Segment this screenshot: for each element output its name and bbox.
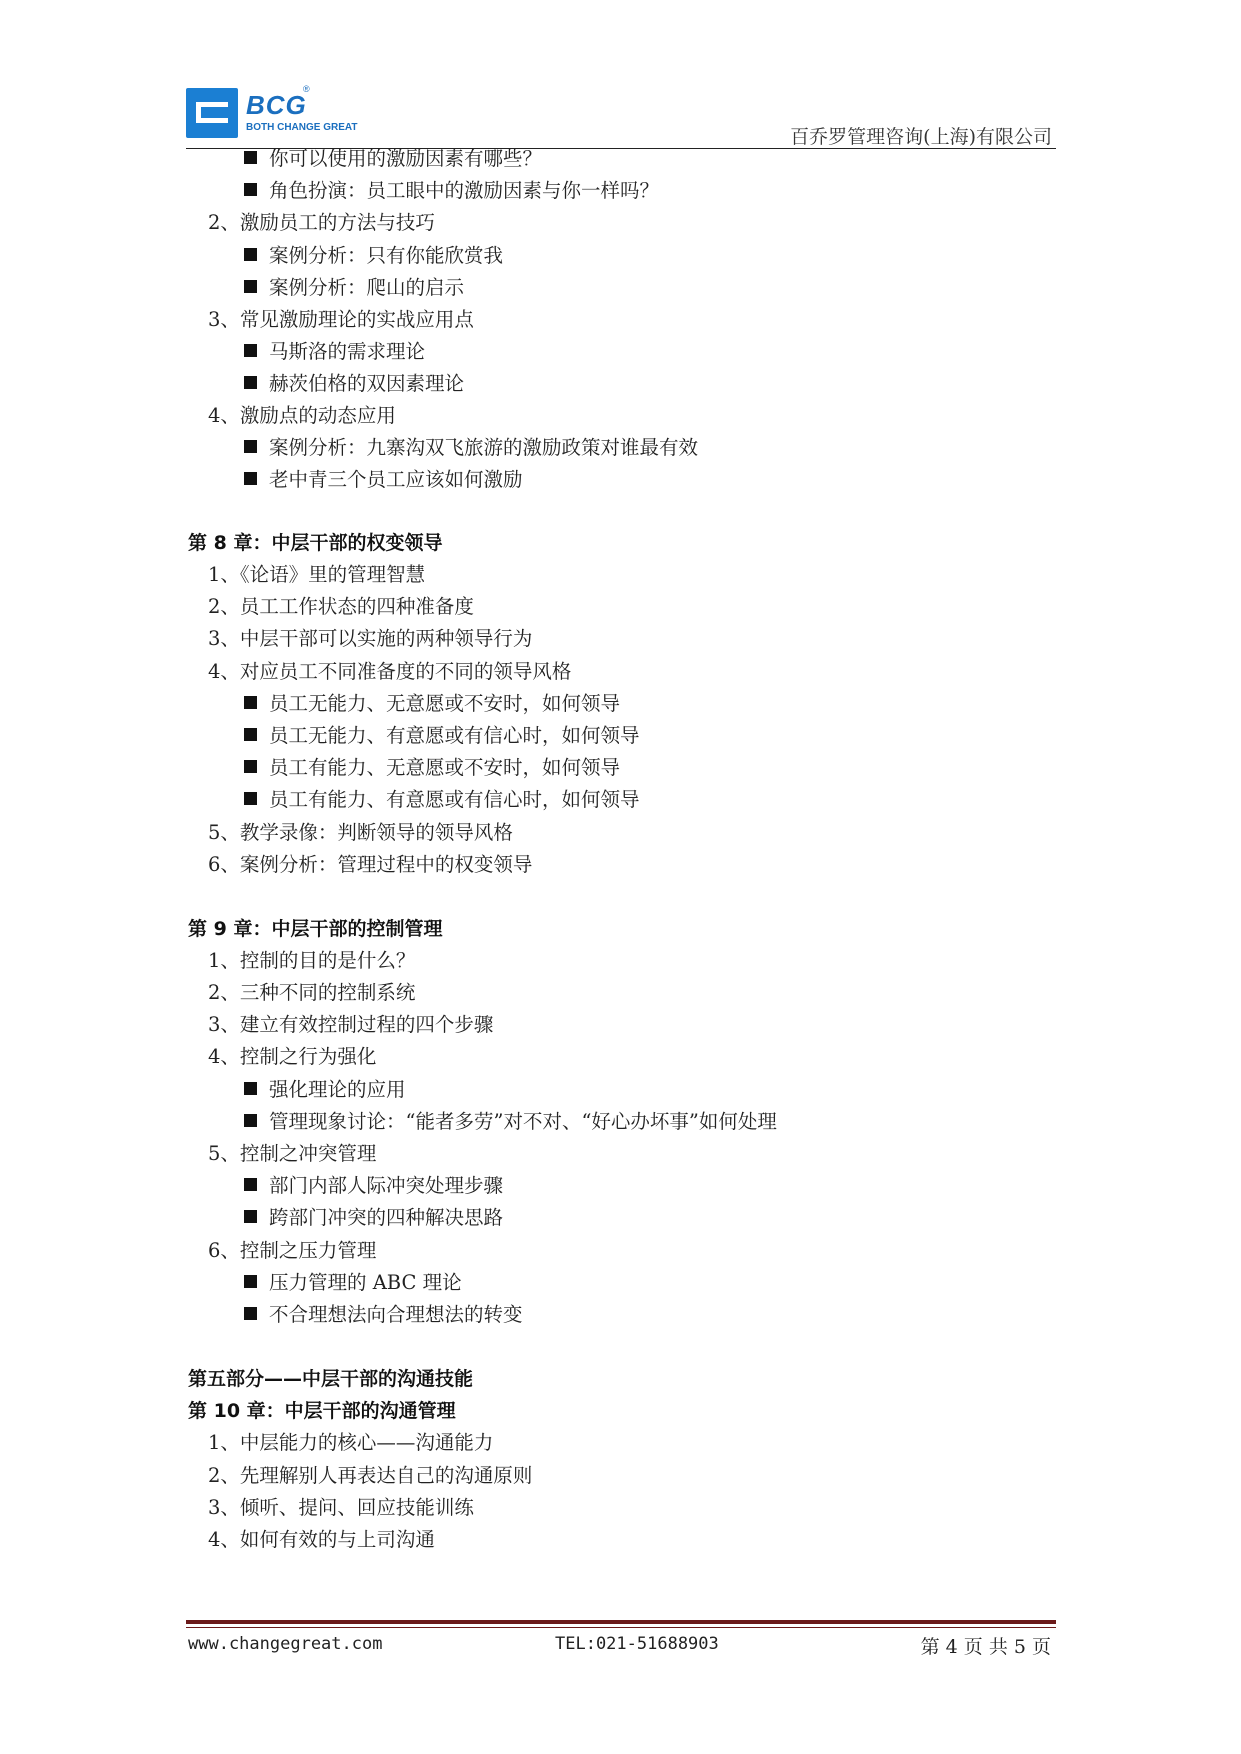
line-text: 3、建立有效控制过程的四个步骤 [208, 1013, 494, 1036]
sub-list-item [244, 1077, 406, 1103]
list-item [208, 594, 474, 620]
list-item [208, 626, 532, 652]
sub-list-item [244, 1205, 503, 1231]
line-text: 第 8 章：中层干部的权变领导 [188, 532, 443, 554]
list-item [208, 1495, 474, 1521]
list-item [208, 1430, 493, 1456]
square-bullet-icon [244, 1275, 257, 1288]
line-text: 第五部分——中层干部的沟通技能 [188, 1368, 474, 1390]
line-text: 2、激励员工的方法与技巧 [208, 211, 435, 234]
sub-list-item [244, 1270, 462, 1296]
list-item [208, 1463, 532, 1489]
company-logo [186, 86, 376, 138]
list-item [208, 562, 425, 588]
line-text: 3、常见激励理论的实战应用点 [208, 308, 474, 331]
section-heading [188, 916, 442, 942]
footer-phone: TEL:021-51688903 [555, 1634, 719, 1654]
line-text: 员工有能力、有意愿或有信心时，如何领导 [269, 788, 640, 811]
sub-list-item [244, 1302, 523, 1328]
sub-list-item [244, 691, 620, 717]
line-text: 第 10 章：中层干部的沟通管理 [188, 1400, 456, 1422]
line-text: 2、先理解别人再表达自己的沟通原则 [208, 1464, 533, 1487]
sub-list-item [244, 178, 659, 204]
logo-mark-icon [186, 88, 238, 138]
square-bullet-icon [244, 344, 257, 357]
list-item [208, 659, 571, 685]
square-bullet-icon [244, 1114, 257, 1127]
line-text: 3、倾听、提问、回应技能训练 [208, 1496, 474, 1519]
square-bullet-icon [244, 151, 257, 164]
list-item [208, 1141, 376, 1167]
footer-divider-thin [186, 1627, 1056, 1628]
sub-list-item [244, 723, 640, 749]
company-name: 百乔罗管理咨询(上海)有限公司 [790, 126, 1052, 148]
page-header [186, 86, 1056, 148]
line-text: 压力管理的 ABC 理论 [269, 1271, 462, 1294]
line-text: 案例分析：爬山的启示 [269, 276, 465, 299]
square-bullet-icon [244, 248, 257, 261]
line-text: 员工无能力、无意愿或不安时，如何领导 [269, 692, 621, 715]
list-item [208, 980, 415, 1006]
square-bullet-icon [244, 183, 257, 196]
square-bullet-icon [244, 696, 257, 709]
line-text: 第 9 章：中层干部的控制管理 [188, 918, 443, 940]
list-item [208, 1044, 376, 1070]
square-bullet-icon [244, 1178, 257, 1191]
list-item [208, 1238, 376, 1264]
square-bullet-icon [244, 728, 257, 741]
section-heading [188, 530, 442, 556]
line-text: 3、中层干部可以实施的两种领导行为 [208, 627, 533, 650]
list-item [208, 1012, 493, 1038]
square-bullet-icon [244, 1307, 257, 1320]
sub-list-item [244, 1173, 503, 1199]
list-item [208, 852, 532, 878]
list-item [208, 1527, 435, 1553]
sub-list-item [244, 755, 620, 781]
line-text: 案例分析：只有你能欣赏我 [269, 244, 504, 267]
list-item [208, 403, 396, 429]
square-bullet-icon [244, 280, 257, 293]
list-item [208, 210, 435, 236]
line-text: 1、中层能力的核心——沟通能力 [208, 1431, 494, 1454]
sub-list-item [244, 275, 464, 301]
line-text: 5、教学录像：判断领导的领导风格 [208, 821, 513, 844]
square-bullet-icon [244, 1082, 257, 1095]
footer-website: www.changegreat.com [188, 1634, 383, 1654]
sub-list-item [244, 1109, 777, 1135]
line-text: 赫茨伯格的双因素理论 [269, 372, 465, 395]
square-bullet-icon [244, 440, 257, 453]
line-text: 4、控制之行为强化 [208, 1045, 377, 1068]
sub-list-item [244, 339, 425, 365]
line-text: 6、控制之压力管理 [208, 1239, 377, 1262]
sub-list-item [244, 435, 698, 461]
sub-list-item [244, 243, 503, 269]
line-text: 2、员工工作状态的四种准备度 [208, 595, 474, 618]
line-text: 4、激励点的动态应用 [208, 404, 396, 427]
footer-divider-thick [186, 1620, 1056, 1624]
line-text: 不合理想法向合理想法的转变 [269, 1303, 523, 1326]
square-bullet-icon [244, 792, 257, 805]
logo-registered-mark: ® [303, 84, 310, 94]
line-text: 1、控制的目的是什么？ [208, 949, 416, 972]
line-text: 员工无能力、有意愿或有信心时，如何领导 [269, 724, 640, 747]
square-bullet-icon [244, 760, 257, 773]
list-item [208, 820, 513, 846]
sub-list-item [244, 146, 542, 172]
line-text: 角色扮演：员工眼中的激励因素与你一样吗？ [269, 179, 660, 202]
list-item [208, 948, 415, 974]
line-text: 案例分析：九寨沟双飞旅游的激励政策对谁最有效 [269, 436, 699, 459]
line-text: 老中青三个员工应该如何激励 [269, 468, 523, 491]
line-text: 1、《论语》里的管理智慧 [208, 563, 426, 586]
logo-subtitle: BOTH CHANGE GREAT [246, 122, 358, 133]
section-heading [188, 1366, 473, 1392]
square-bullet-icon [244, 376, 257, 389]
line-text: 跨部门冲突的四种解决思路 [269, 1206, 504, 1229]
line-text: 5、控制之冲突管理 [208, 1142, 377, 1165]
line-text: 管理现象讨论：“能者多劳”对不对、“好心办坏事”如何处理 [269, 1110, 777, 1133]
list-item [208, 307, 474, 333]
sub-list-item [244, 467, 523, 493]
square-bullet-icon [244, 472, 257, 485]
section-heading [188, 1398, 456, 1424]
line-text: 部门内部人际冲突处理步骤 [269, 1174, 504, 1197]
line-text: 4、如何有效的与上司沟通 [208, 1528, 435, 1551]
footer-page-info: 第 4 页 共 5 页 [920, 1636, 1051, 1658]
line-text: 强化理论的应用 [269, 1078, 406, 1101]
line-text: 6、案例分析：管理过程中的权变领导 [208, 853, 533, 876]
line-text: 2、三种不同的控制系统 [208, 981, 416, 1004]
logo-text: BCG [246, 90, 307, 120]
line-text: 4、对应员工不同准备度的不同的领导风格 [208, 660, 572, 683]
sub-list-item [244, 787, 640, 813]
line-text: 员工有能力、无意愿或不安时，如何领导 [269, 756, 621, 779]
sub-list-item [244, 371, 464, 397]
line-text: 你可以使用的激励因素有哪些？ [269, 147, 543, 170]
square-bullet-icon [244, 1210, 257, 1223]
line-text: 马斯洛的需求理论 [269, 340, 426, 363]
